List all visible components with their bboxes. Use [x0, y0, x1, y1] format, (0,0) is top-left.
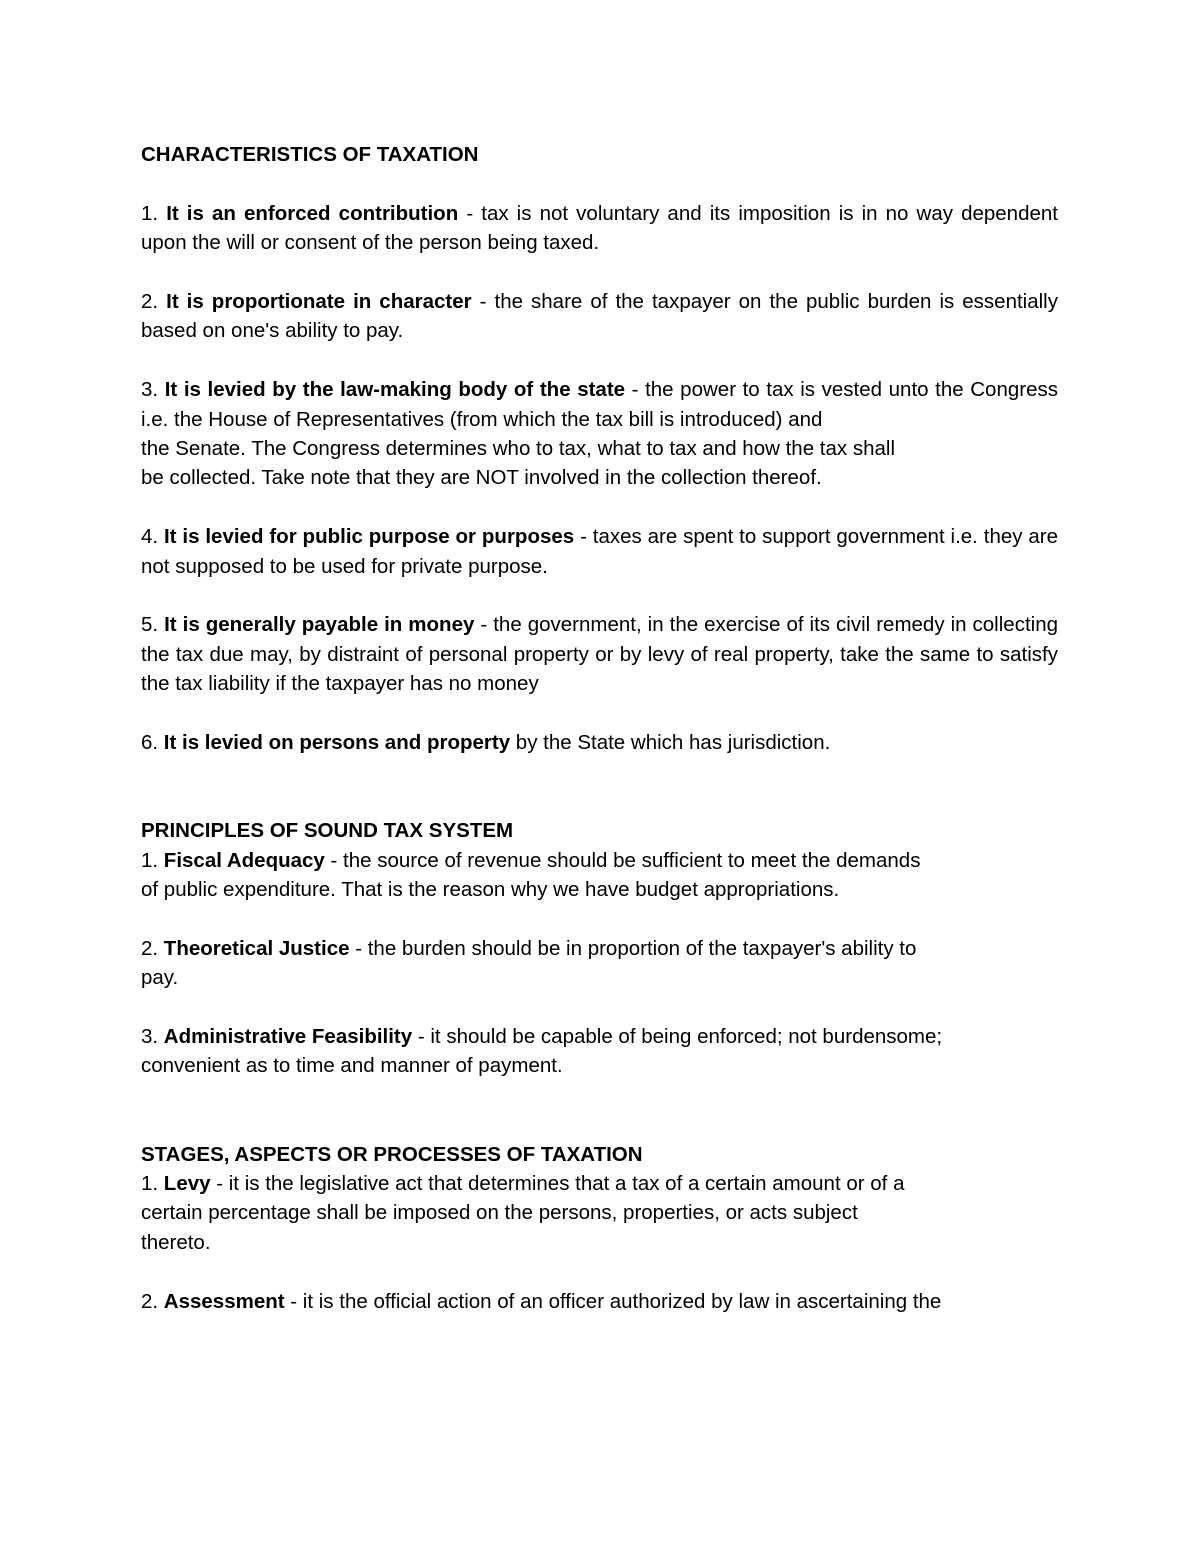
spacer: [141, 757, 1058, 816]
characteristic-item-3-line3: be collected. Take note that they are NOT involved in the collection thereof.: [141, 466, 822, 490]
item-term: It is levied for public purpose or purposes: [163, 525, 575, 549]
item-number: 2.: [141, 290, 167, 313]
item-description: - it should be capable of being enforced; not burdensome;: [412, 1025, 943, 1049]
item-description: - the government, in the exercise of its civil remedy in collecting the tax due may, by distraint of personal property or by levy of real property, take the same to satisfy the tax liability if the taxpayer has no money: [141, 613, 1058, 696]
principle-item-3: [141, 1022, 1058, 1051]
item-description: - the share of the taxpayer on the public burden is essentially based on one's ability to pay.: [141, 290, 1058, 343]
principle-item-2: [141, 934, 1058, 963]
item-description: by the State which has jurisdiction.: [510, 731, 831, 755]
item-term: It is levied by the law-making body of the state: [164, 378, 626, 402]
item-number: 4.: [141, 525, 164, 549]
principle-item-1: [141, 846, 1058, 875]
characteristic-item-2: [141, 287, 1058, 346]
item-number: 3.: [141, 1025, 164, 1049]
item-description: - the source of revenue should be sufficient to meet the demands: [324, 848, 921, 872]
principle-item-2-line2: pay.: [141, 966, 179, 990]
spacer: [141, 904, 1058, 933]
item-number: 2.: [141, 936, 164, 960]
item-number: 5.: [141, 613, 165, 637]
spacer: [141, 699, 1058, 728]
section-heading-principles: PRINCIPLES OF SOUND TAX SYSTEM: [141, 819, 514, 843]
item-description: - the burden should be in proportion of the taxpayer's ability to: [349, 936, 917, 960]
item-description: - tax is not voluntary and its imposition is in no way dependent upon the will or consent of the person being taxed.: [141, 201, 1058, 255]
item-description: - the power to tax is vested unto the Congress i.e. the House of Representatives (from which the tax bill is introduced) and: [141, 378, 1058, 431]
item-term: It is levied on persons and property: [163, 731, 511, 755]
section-heading-characteristics: CHARACTERISTICS OF TAXATION: [141, 143, 479, 166]
document-page: [141, 140, 1058, 1316]
principle-item-3-line2: convenient as to time and manner of payment.: [141, 1054, 563, 1078]
item-term: Administrative Feasibility: [163, 1025, 413, 1049]
item-number: 1.: [141, 1172, 164, 1196]
item-number: 1.: [141, 848, 164, 872]
item-number: 1.: [141, 201, 167, 225]
principle-item-1-line2: of public expenditure. That is the reason why we have budget appropriations.: [141, 878, 840, 902]
characteristic-item-6: [141, 728, 1058, 757]
item-description: - it is the legislative act that determines that a tax of a certain amount or of a: [210, 1172, 905, 1196]
spacer: [141, 1257, 1058, 1286]
stage-item-1-line2: certain percentage shall be imposed on the persons, properties, or acts subject: [141, 1201, 858, 1225]
characteristic-item-4: [141, 522, 1058, 581]
stage-item-2: [141, 1287, 1058, 1316]
spacer: [141, 993, 1058, 1022]
characteristic-item-3-line2: the Senate. The Congress determines who to tax, what to tax and how the tax shall: [141, 437, 896, 461]
item-term: It is an enforced contribution: [166, 201, 459, 225]
section-heading-stages: STAGES, ASPECTS OR PROCESSES OF TAXATION: [141, 1142, 643, 1166]
item-term: Theoretical Justice: [163, 936, 350, 960]
spacer: [141, 581, 1058, 610]
spacer: [141, 1081, 1058, 1140]
stage-item-1: [141, 1169, 1058, 1198]
item-description: - taxes are spent to support government i.e. they are not supposed to be used for private purpose.: [141, 525, 1059, 578]
characteristic-item-3: [141, 375, 1058, 434]
item-description: - it is the official action of an officer authorized by law in ascertaining the: [284, 1289, 942, 1313]
spacer: [141, 258, 1058, 287]
item-term: It is proportionate in character: [166, 290, 472, 313]
item-number: 3.: [141, 378, 165, 402]
spacer: [141, 169, 1058, 198]
stage-item-1-line3: thereto.: [141, 1230, 211, 1254]
characteristic-item-1: [141, 199, 1058, 258]
spacer: [141, 346, 1058, 375]
item-term: It is generally payable in money: [164, 613, 475, 637]
item-number: 6.: [141, 731, 164, 755]
item-number: 2.: [141, 1289, 164, 1313]
item-term: Levy: [163, 1172, 211, 1196]
item-term: Assessment: [163, 1289, 285, 1313]
spacer: [141, 493, 1058, 522]
characteristic-item-5: [141, 610, 1058, 698]
item-term: Fiscal Adequacy: [163, 848, 325, 872]
